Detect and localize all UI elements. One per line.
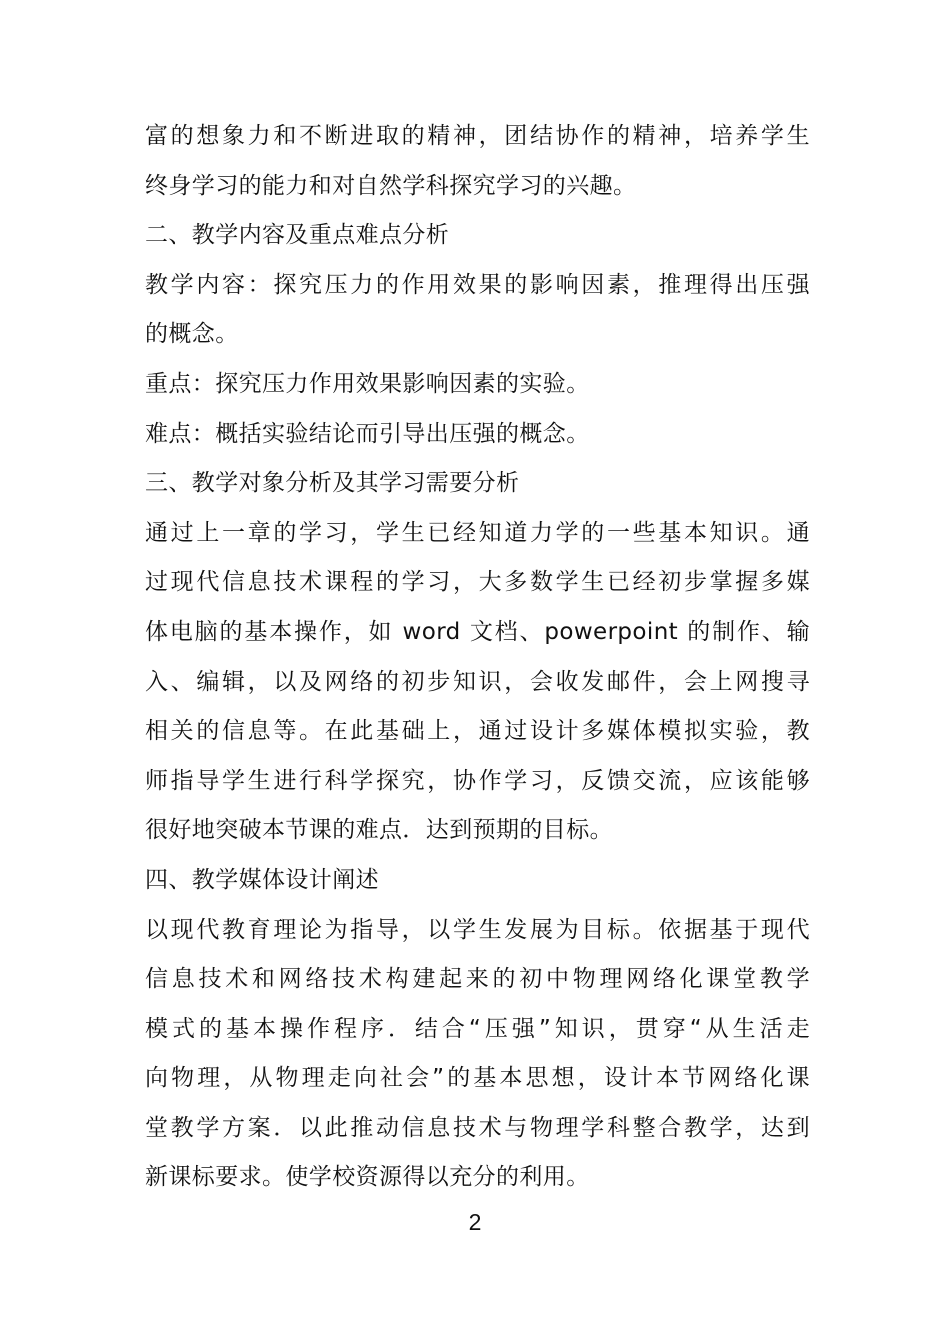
- text-line: 模式的基本操作程序．结合“压强”知识，贯穿“从生活走: [145, 1015, 810, 1042]
- text-line: 四、教学媒体设计阐述: [145, 866, 379, 893]
- page-number: 2: [468, 1209, 482, 1235]
- text-line: 重点：探究压力作用效果影响因素的实验。: [145, 370, 590, 397]
- text-line: 富的想象力和不断进取的精神，团结协作的精神，培养学生: [145, 123, 810, 149]
- text-line: 很好地突破本节课的难点．达到预期的目标。: [145, 817, 613, 844]
- text-line: 以现代教育理论为指导，以学生发展为目标。依据基于现代: [145, 916, 810, 943]
- text-line: 信息技术和网络技术构建起来的初中物理网络化课堂教学: [145, 966, 810, 993]
- text-line: 的概念。: [145, 321, 239, 348]
- text-line: 三、教学对象分析及其学习需要分析: [145, 470, 520, 497]
- text-line: 师指导学生进行科学探究，协作学习，反馈交流，应该能够: [145, 767, 810, 794]
- text-line: 相关的信息等。在此基础上，通过设计多媒体模拟实验，教: [145, 718, 810, 745]
- text-line: 终身学习的能力和对自然学科探究学习的兴趣。: [145, 172, 637, 199]
- text-line: 难点：概括实验结论而引导出压强的概念。: [145, 420, 590, 447]
- text-line: 通过上一章的学习，学生已经知道力学的一些基本知识。通: [145, 519, 810, 546]
- text-line: 向物理，从物理走向社会”的基本思想，设计本节网络化课: [145, 1065, 810, 1092]
- text-line: 教学内容：探究压力的作用效果的影响因素，推理得出压强: [145, 271, 810, 298]
- text-line: 入、编辑，以及网络的初步知识，会收发邮件，会上网搜寻: [145, 668, 810, 695]
- text-line: 体电脑的基本操作，如 word 文档、powerpoint 的制作、输: [145, 618, 810, 645]
- text-line: 新课标要求。使学校资源得以充分的利用。: [145, 1164, 590, 1191]
- text-line: 过现代信息技术课程的学习，大多数学生已经初步掌握多媒: [145, 569, 810, 596]
- text-line: 二、教学内容及重点难点分析: [145, 222, 450, 249]
- body-text: [145, 112, 810, 1203]
- text-line: 堂教学方案．以此推动信息技术与物理学科整合教学，达到: [145, 1114, 810, 1141]
